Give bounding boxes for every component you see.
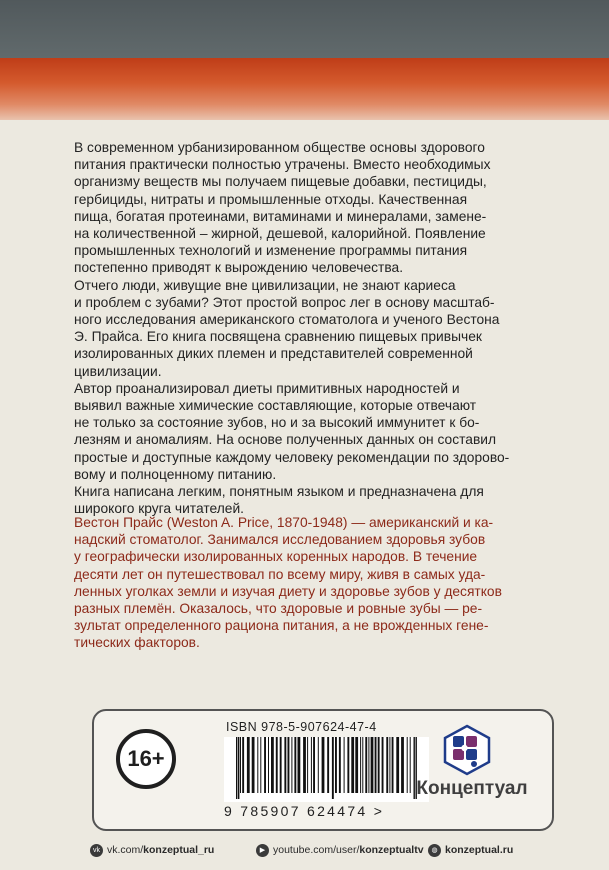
book-annotation bbox=[74, 139, 554, 517]
cover-top-band bbox=[0, 0, 609, 58]
author-bio bbox=[74, 514, 554, 652]
annotation-line: на количественной – жирной, дешевой, калорийной. Появление bbox=[74, 226, 486, 242]
barcode-bar bbox=[339, 737, 341, 793]
bio-line: тических факторов. bbox=[74, 635, 200, 651]
annotation-line: выявил важные химические составляющие, которые отвечают bbox=[74, 398, 477, 414]
barcode-bar bbox=[332, 737, 334, 799]
barcode-bar bbox=[322, 737, 325, 793]
bio-line: зультат определенного рациона питания, а не врожденных гене- bbox=[74, 618, 489, 634]
barcode-guard bbox=[236, 737, 237, 799]
barcode-bar bbox=[382, 737, 384, 793]
social-youtube-handle: konzeptualtv bbox=[359, 844, 424, 856]
annotation-line: и проблем с зубами? Этот простой вопрос лег в основу масштаб- bbox=[74, 294, 495, 310]
bio-line: ленных уголках земли и изучая диету и здоровье зубов у десятков bbox=[74, 583, 502, 599]
bio-line: разных племён. Оказалось, что здоровые и ровные зубы — ре- bbox=[74, 601, 483, 617]
barcode-bar bbox=[257, 737, 258, 793]
social-site[interactable] bbox=[428, 842, 513, 858]
annotation-line: лезням и аномалиям. На основе полученных данных он составил bbox=[74, 432, 497, 448]
barcode-bar bbox=[264, 737, 266, 793]
cover-accent-band bbox=[0, 58, 609, 120]
social-vk-handle: konzeptual_ru bbox=[143, 844, 215, 856]
barcode-bar bbox=[378, 737, 380, 793]
barcode-digits: 9 785907 624474 > bbox=[224, 803, 385, 819]
annotation-line: Книга написана легким, понятным языком и предназначена для bbox=[74, 484, 484, 500]
barcode-bar bbox=[311, 737, 312, 793]
annotation-line: Отчего люди, живущие вне цивилизации, не знают кариеса bbox=[74, 277, 456, 293]
social-vk-prefix: vk.com/ bbox=[107, 844, 144, 856]
annotation-line: гербициды, нитраты и промышленные отходы. Качественная bbox=[74, 191, 468, 207]
annotation-line: простые и доступные каждому человеку рекомендации по здорово- bbox=[74, 449, 510, 465]
barcode-bar bbox=[294, 737, 296, 793]
barcode-bar bbox=[313, 737, 315, 793]
footer-panel bbox=[92, 709, 554, 831]
youtube-icon: ▶ bbox=[256, 844, 269, 857]
barcode-guard bbox=[238, 737, 239, 799]
globe-icon: ◍ bbox=[428, 844, 441, 857]
barcode bbox=[224, 737, 429, 802]
barcode-bar bbox=[335, 737, 337, 793]
barcode-bar bbox=[392, 737, 394, 793]
barcode-bar bbox=[240, 737, 241, 793]
annotation-line: питания практически полностью утрачены. Вместо необходимых bbox=[74, 157, 491, 173]
barcode-bar bbox=[365, 737, 367, 793]
annotation-line: пища, богатая протеинами, витаминами и минералами, замене- bbox=[74, 208, 487, 224]
vk-icon: vk bbox=[90, 844, 103, 857]
publisher-logo-icon bbox=[427, 724, 507, 776]
annotation-line: Э. Прайса. Его книга посвящена сравнению пищевых привычек bbox=[74, 329, 482, 345]
annotation-line: промышленных технологий и изменение программы питания bbox=[74, 243, 468, 259]
barcode-bar bbox=[375, 737, 377, 793]
barcode-bar bbox=[298, 737, 301, 793]
annotation-line: цивилизации. bbox=[74, 363, 162, 379]
barcode-bar bbox=[284, 737, 286, 793]
barcode-bar bbox=[242, 737, 244, 793]
barcode-bar bbox=[252, 737, 255, 793]
barcode-bar bbox=[389, 737, 390, 793]
bio-line: у географически изолированных коренных народов. В течение bbox=[74, 549, 478, 565]
social-youtube[interactable] bbox=[256, 842, 424, 858]
annotation-line: Автор проанализировал диеты примитивных народностей и bbox=[74, 380, 460, 396]
barcode-bar bbox=[260, 737, 261, 793]
barcode-bar bbox=[396, 737, 399, 793]
social-site-handle: konzeptual.ru bbox=[445, 844, 514, 856]
barcode-bar bbox=[368, 737, 369, 793]
annotation-line: В современном урбанизированном обществе основы здорового bbox=[74, 140, 485, 155]
annotation-line: организму веществ мы получаем пищевые добавки, пестициды, bbox=[74, 174, 487, 190]
bio-line: Вестон Прайс (Weston A. Price, 1870-1948) — американский и ка- bbox=[74, 515, 494, 530]
barcode-bar bbox=[247, 737, 250, 793]
isbn-text: ISBN 978-5-907624-47-4 bbox=[226, 720, 377, 734]
annotation-line: не только за состояние зубов, но и за высокий иммунитет к бо- bbox=[74, 415, 480, 431]
barcode-bar bbox=[327, 737, 329, 793]
barcode-bar bbox=[344, 737, 345, 793]
publisher-name: Концептуал bbox=[416, 778, 528, 799]
barcode-bar bbox=[386, 737, 388, 793]
barcode-bar bbox=[288, 737, 290, 793]
barcode-bar bbox=[351, 737, 354, 793]
bio-line: десяти лет он путешествовал по всему миру, живя в самых уда- bbox=[74, 566, 486, 582]
barcode-bars bbox=[234, 737, 419, 799]
annotation-line: постепенно приводят к вырождению человечества. bbox=[74, 260, 404, 276]
social-vk[interactable] bbox=[90, 842, 214, 858]
barcode-bar bbox=[355, 737, 358, 793]
barcode-bar bbox=[271, 737, 274, 793]
barcode-bar bbox=[362, 737, 363, 793]
barcode-bar bbox=[268, 737, 269, 793]
annotation-line: широкого круга читателей. bbox=[74, 501, 244, 517]
social-youtube-prefix: youtube.com/user/ bbox=[273, 844, 360, 856]
annotation-line: вому и полноценному питанию. bbox=[74, 466, 277, 482]
barcode-bar bbox=[303, 737, 306, 793]
barcode-bar bbox=[347, 737, 349, 793]
barcode-bar bbox=[280, 737, 282, 793]
annotation-line: изолированных диких племен и представителей современной bbox=[74, 346, 473, 362]
barcode-bar bbox=[371, 737, 374, 793]
barcode-bar bbox=[360, 737, 361, 793]
barcode-bar bbox=[276, 737, 278, 793]
barcode-bar bbox=[291, 737, 292, 793]
annotation-line: ного исследования американского стоматолога и ученого Вестона bbox=[74, 312, 500, 328]
age-rating-badge: 16+ bbox=[116, 729, 176, 789]
barcode-bar bbox=[307, 737, 308, 793]
bio-line: надский стоматолог. Занимался исследованием здоровья зубов bbox=[74, 532, 486, 548]
barcode-bar bbox=[318, 737, 319, 793]
